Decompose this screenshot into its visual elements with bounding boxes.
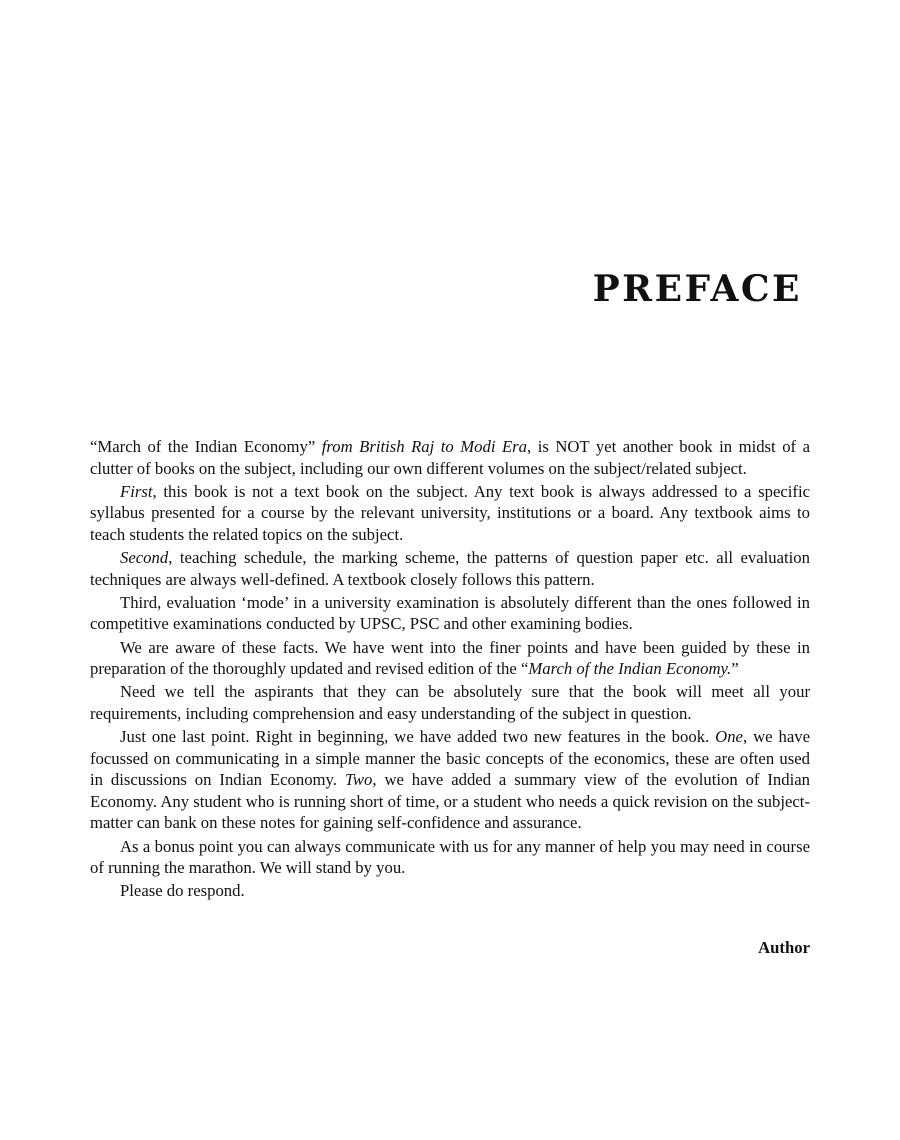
emphasis-first: First: [120, 481, 153, 501]
page-title: PREFACE: [592, 268, 802, 310]
text-run: , we have focussed on communicating in a simple manner the basic concepts of the economics, these are often used in discussions on Indian Economy.: [90, 727, 810, 790]
text-run: , this book is not a text book on the subject. Any text book is always addressed to a specific syllabus presented for a course by the relevant university, institutions or a board. Any textbook aims to teach students the related topics on the subject.: [90, 481, 810, 544]
paragraph-features: [90, 726, 810, 834]
paragraph-aspirants: Need we tell the aspirants that they can be absolutely sure that the book will meet all your requirements, including comprehension and easy understanding of the subject in question.: [90, 682, 810, 723]
paragraph-third: Third, evaluation ‘mode’ in a university examination is absolutely different than the ones followed in competitive examinations conducted by UPSC, PSC and other examining bodies.: [90, 592, 810, 634]
text-run: , is NOT yet another book in midst of a clutter of books on the subject, including our own different volumes on the subject/related subject.: [90, 437, 810, 478]
text-run: Just one last point. Right in beginning, we have added two new features in the book.: [120, 727, 716, 747]
book-title: March of the Indian Economy.: [528, 659, 732, 679]
emphasis-one: One: [715, 727, 743, 747]
paragraph-bonus: As a bonus point you can always communicate with us for any manner of help you may need in course of running the marathon. We will stand by you.: [90, 836, 810, 878]
emphasis-second: Second: [120, 548, 169, 568]
author-signature: Author: [758, 938, 810, 957]
paragraph-second: [90, 547, 810, 590]
book-subtitle: from British Raj to Modi Era: [321, 437, 528, 456]
paragraph-intro: [90, 436, 810, 479]
text-run: ”: [731, 659, 739, 679]
text-run: , we have added a summary view of the evolution of Indian Economy. Any student who is running short of time, or a student who needs a quick revision on the subject-matter can bank on these notes for gaining self-confidence and assurance.: [90, 770, 811, 833]
paragraph-facts: [90, 637, 810, 680]
preface-body: [90, 436, 810, 904]
text-run: We are aware of these facts. We have went into the finer points and have been guided by these in preparation of the thoroughly updated and revised edition of the “: [90, 637, 810, 679]
text-run: , teaching schedule, the marking scheme, the patterns of question paper etc. all evaluation techniques are always well-defined. A textbook closely follows this pattern.: [90, 548, 810, 589]
emphasis-two: Two: [344, 770, 373, 790]
paragraph-first: [90, 481, 810, 546]
text-run: “March of the Indian Economy”: [90, 437, 322, 456]
document-page: [90, 0, 810, 1140]
paragraph-respond: Please do respond.: [120, 881, 245, 901]
